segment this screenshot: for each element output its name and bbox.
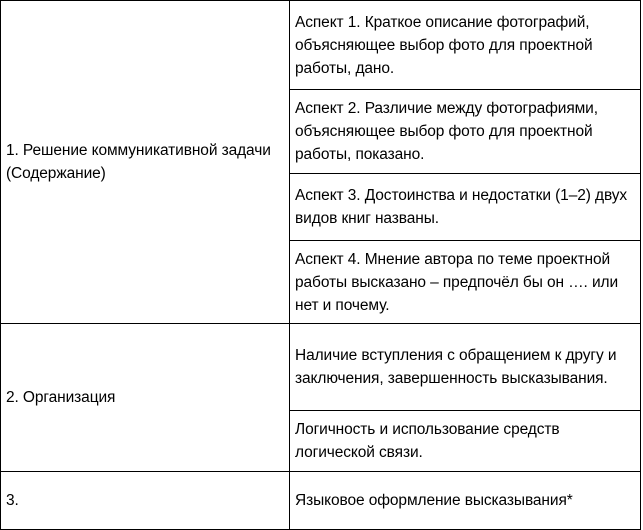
criteria-row	[1, 472, 641, 530]
criterion-1-aspect-3: Аспект 3. Достоинства и недостатки (1–2) двух видов книг названы.	[295, 187, 628, 227]
criterion-3-label-cell	[1, 472, 290, 530]
criterion-2-aspect-1-cell	[290, 324, 641, 411]
criterion-2-aspect-1: Наличие вступления с обращением к другу и заключения, завершенность высказывания.	[295, 347, 617, 387]
criterion-1-aspect-3-cell	[290, 174, 641, 241]
criteria-row	[1, 324, 641, 411]
criterion-3-aspect-1: Языковое оформление высказывания*	[295, 492, 573, 509]
criterion-1-aspect-2: Аспект 2. Различие между фотографиями, объясняющее выбор фото для проектной работы, показано.	[295, 100, 598, 163]
criterion-1-aspect-1-cell	[290, 1, 641, 90]
criterion-2-aspect-2: Логичность и использование средств логической связи.	[295, 421, 560, 461]
criterion-3-aspect-1-cell	[290, 472, 641, 530]
criterion-1-aspect-1: Аспект 1. Краткое описание фотографий, объясняющее выбор фото для проектной работы, дано.	[295, 13, 593, 77]
criterion-1-label: 1. Решение коммуникативной задачи (Содержание)	[6, 142, 271, 182]
criterion-2-label: 2. Организация	[6, 389, 116, 406]
criterion-2-label-cell	[1, 324, 290, 472]
criteria-row	[1, 1, 641, 90]
criterion-3-label: 3.	[6, 492, 19, 509]
criterion-1-aspect-4-cell	[290, 241, 641, 324]
criterion-1-label-cell	[1, 1, 290, 324]
criterion-1-aspect-2-cell	[290, 90, 641, 174]
criterion-1-aspect-4: Аспект 4. Мнение автора по теме проектной работы высказано – предпочёл бы он …. или нет и почему.	[295, 250, 619, 314]
criterion-2-aspect-2-cell	[290, 411, 641, 472]
